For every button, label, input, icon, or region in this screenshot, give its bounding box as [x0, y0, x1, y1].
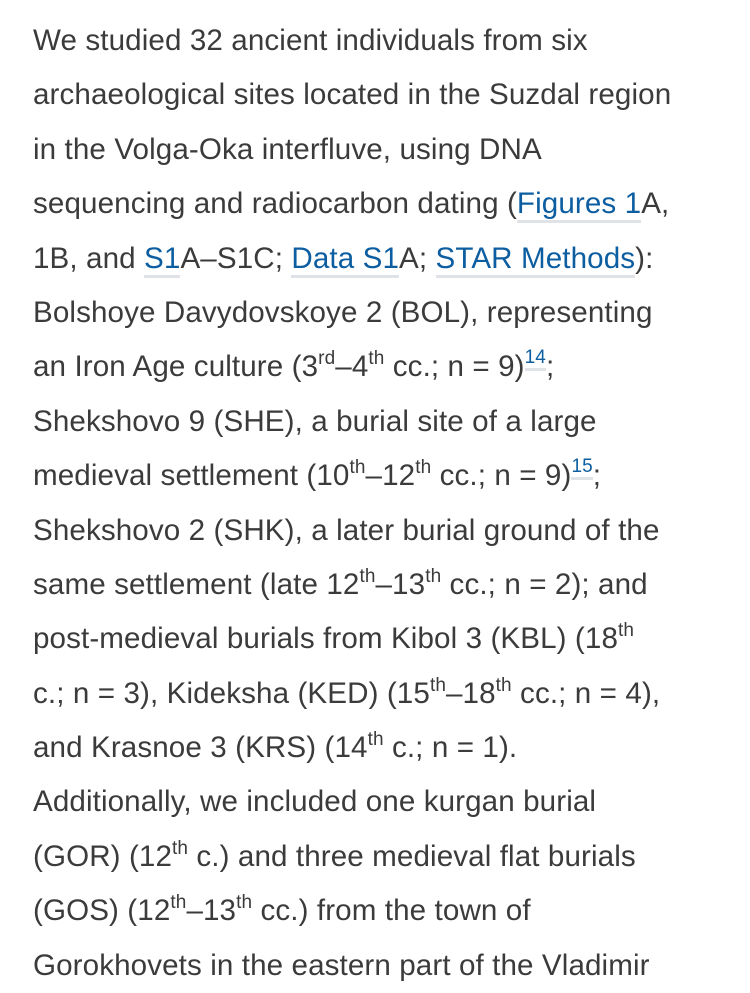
ordinal-superscript: th — [367, 729, 384, 751]
text-run: A; — [399, 241, 436, 275]
text-line-3 — [33, 123, 733, 177]
figures-1-link[interactable]: Figures 1 — [517, 187, 641, 223]
text-line-6 — [33, 286, 733, 340]
star-methods-link[interactable]: STAR Methods — [436, 242, 636, 278]
text-run: same settlement (late 12 — [33, 567, 360, 601]
text-run: 1B, and — [33, 241, 145, 275]
text-run: –13 — [186, 894, 237, 928]
text-line-13 — [33, 667, 733, 721]
text-line-17 — [33, 884, 733, 938]
text-line-5 — [33, 232, 733, 286]
text-line-7 — [33, 340, 733, 394]
text-run: in the Volga-Oka interfluve, using DNA — [33, 132, 542, 166]
ordinal-superscript: th — [170, 892, 187, 914]
text-run: (GOR) (12 — [33, 839, 173, 873]
text-run: medieval settlement (10 — [33, 459, 350, 493]
text-line-11 — [33, 558, 733, 612]
text-run: sequencing and radiocarbon dating ( — [33, 187, 517, 221]
text-run: cc.) from the town of — [252, 894, 531, 928]
citation-14-link[interactable]: 14 — [525, 347, 546, 371]
ordinal-superscript: th — [359, 565, 376, 587]
figure-s1-link[interactable]: S1 — [144, 242, 180, 278]
text-run: Shekshovo 9 (SHE), a burial site of a large — [33, 404, 597, 438]
citation-15-link[interactable]: 15 — [571, 456, 592, 480]
text-line-18 — [33, 939, 733, 993]
text-run: archaeological sites located in the Suzdal region — [33, 78, 672, 112]
ordinal-superscript: th — [172, 837, 189, 859]
article-paragraph — [33, 14, 733, 993]
ordinal-superscript: th — [425, 565, 442, 587]
text-run: Additionally, we included one kurgan burial — [33, 785, 597, 819]
text-run: cc.; n = 9) — [384, 350, 525, 384]
ordinal-superscript: th — [429, 674, 446, 696]
text-line-9 — [33, 449, 733, 503]
text-line-1 — [33, 14, 733, 68]
ordinal-superscript: th — [368, 348, 385, 370]
text-run: A, — [641, 187, 670, 221]
text-line-16 — [33, 830, 733, 884]
text-run: cc.; n = 2); and — [441, 567, 648, 601]
ordinal-superscript: th — [495, 674, 512, 696]
text-line-14 — [33, 721, 733, 775]
text-run: c.; n = 3), Kideksha (KED) (15 — [33, 676, 430, 710]
ordinal-superscript: th — [236, 892, 253, 914]
data-s1-link[interactable]: Data S1 — [291, 242, 399, 278]
text-run: post-medieval burials from Kibol 3 (KBL) (18 — [33, 622, 619, 656]
text-line-4 — [33, 177, 733, 231]
text-run: –13 — [375, 567, 426, 601]
text-run: Gorokhovets in the eastern part of the Vladimir — [33, 948, 650, 982]
text-run: –12 — [365, 459, 416, 493]
text-run: an Iron Age culture (3 — [33, 350, 319, 384]
text-run: We studied 32 ancient individuals from six — [33, 24, 588, 57]
text-run: A–S1C; — [180, 241, 292, 275]
text-run: –4 — [335, 350, 369, 384]
text-run: ; — [592, 459, 602, 493]
ordinal-superscript: rd — [318, 348, 336, 370]
text-run: (GOS) (12 — [33, 894, 171, 928]
text-run: Shekshovo 2 (SHK), a later burial ground of the — [33, 513, 660, 547]
ordinal-superscript: th — [618, 620, 635, 642]
ordinal-superscript: th — [349, 457, 366, 479]
text-line-10 — [33, 504, 733, 558]
text-run: Bolshoye Davydovskoye 2 (BOL), representing — [33, 295, 653, 329]
text-line-12 — [33, 612, 733, 666]
text-line-8 — [33, 395, 733, 449]
text-run: c.; n = 1). — [383, 731, 518, 765]
text-line-2 — [33, 68, 733, 122]
text-line-15 — [33, 775, 733, 829]
text-run: c.) and three medieval flat burials — [188, 839, 636, 873]
text-run: ): — [635, 241, 654, 275]
text-run: –18 — [445, 676, 496, 710]
ordinal-superscript: th — [415, 457, 432, 479]
text-run: ; — [545, 350, 555, 384]
text-run: and Krasnoe 3 (KRS) (14 — [33, 731, 368, 765]
text-run: cc.; n = 9) — [431, 459, 572, 493]
text-run: cc.; n = 4), — [511, 676, 661, 710]
